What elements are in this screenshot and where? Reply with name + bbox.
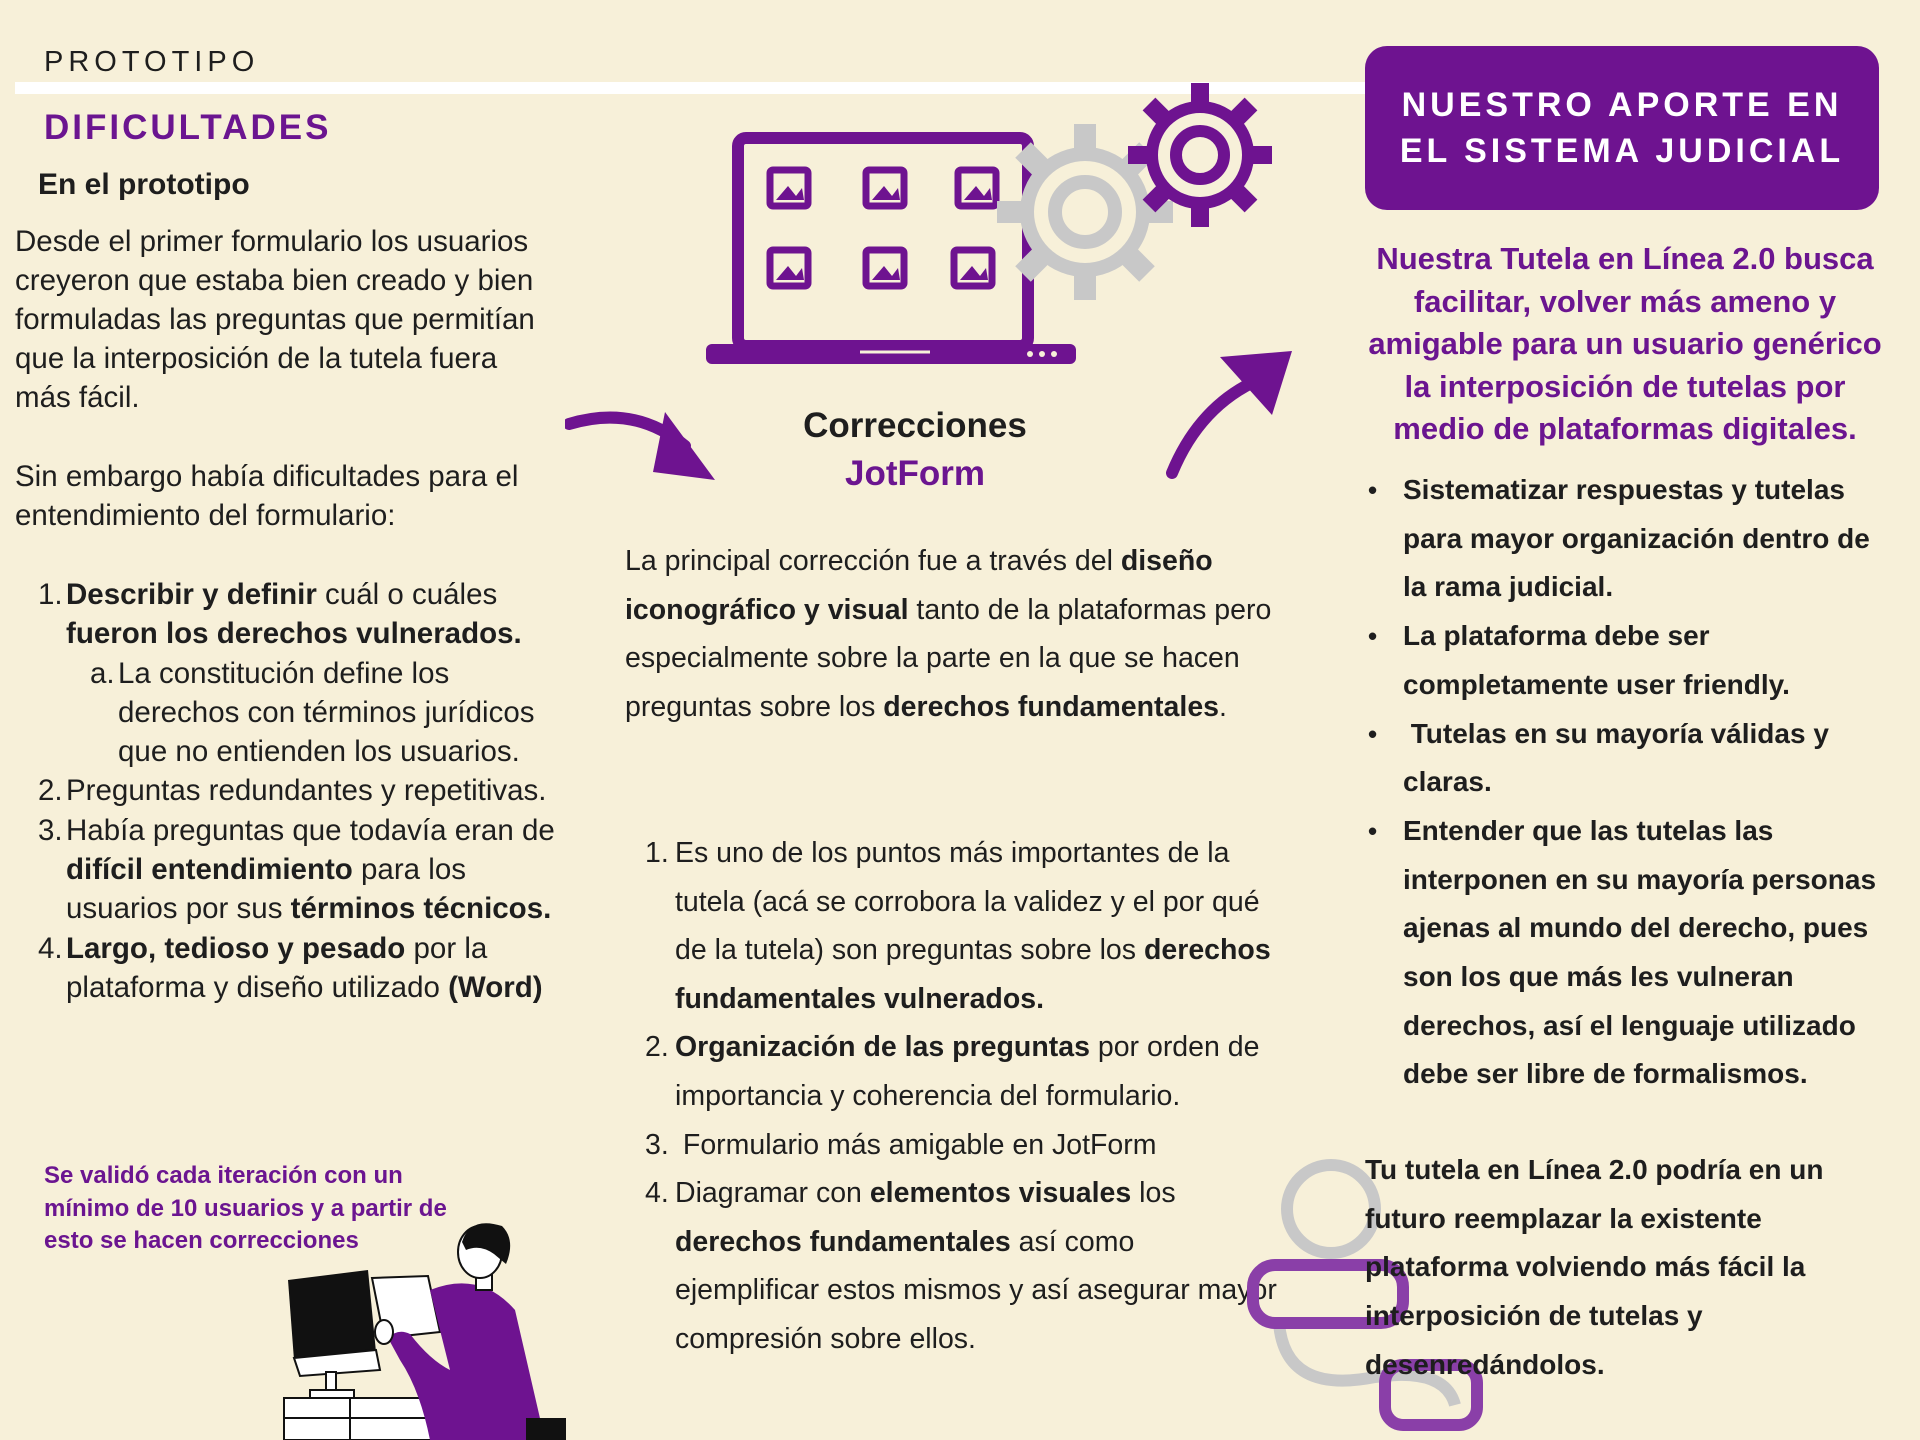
corrections-list [645, 829, 1285, 1364]
list-item: • Entender que las tutelas las interponen en su mayoría personas ajenas al mundo del derecho, pues son los que más les vulneran derechos, así el lenguaje utilizado debe ser libre de formalismos. [1368, 814, 1877, 1090]
validation-note: Se validó cada iteración con un mínimo de 10 usuarios y a partir de esto se hacen correcciones [44, 1162, 447, 1254]
contribution-banner [1365, 46, 1879, 210]
corrections-title-line1: Correcciones [803, 406, 1027, 445]
corrections-body: La principal corrección fue a través del diseño iconográfico y visual tanto de la plataformas pero especialmente sobre la parte en la que se hacen preguntas sobre los derechos fundamentales. [625, 545, 1272, 723]
list-sub-item: a. La constitución define los derechos con términos jurídicos que no entienden los usuarios. [90, 656, 535, 769]
header-label: PROTOTIPO [44, 46, 260, 78]
intro-paragraph-2: Sin embargo había dificultades para el entendimiento del formulario: [15, 460, 519, 532]
list-item: 4. Largo, tedioso y pesado por la plataforma y diseño utilizado (Word) [38, 931, 543, 1004]
corrections-title [760, 402, 1070, 498]
tutela-lead: Nuestra Tutela en Línea 2.0 busca facilitar, volver más ameno y amigable para un usuario genérico la interposición de tutelas por medio de plataformas digitales. [1368, 241, 1882, 446]
contribution-bullets [1368, 466, 1878, 1099]
list-item: 3. Había preguntas que todavía eran de difícil entendimiento para los usuarios por sus términos técnicos. [38, 813, 555, 926]
list-item: 4. Diagramar con elementos visuales los derechos fundamentales así como ejemplificar estos mismos y así asegurar mayor compresión sobre ellos. [645, 1177, 1277, 1355]
sub-title: En el prototipo [38, 168, 250, 201]
list-item: 2. Organización de las preguntas por orden de importancia y coherencia del formulario. [645, 1031, 1260, 1112]
intro-text [15, 222, 555, 575]
arrow-up-icon [1160, 345, 1300, 480]
list-item: 1. Describir y definir cuál o cuáles fueron los derechos vulnerados. [38, 578, 522, 651]
arrow-right-icon [565, 400, 735, 490]
difficulties-list [38, 575, 558, 1007]
list-item: 1. Es uno de los puntos más importantes de la tutela (acá se corrobora la validez y el por qué de la tutela) son preguntas sobre los derechos fundamentales vulnerados. [645, 837, 1271, 1015]
gear-icon [1115, 70, 1285, 240]
section-title: DIFICULTADES [44, 108, 332, 147]
list-item: 3. Formulario más amigable en JotForm [645, 1128, 1157, 1161]
list-item: • La plataforma debe ser completamente user friendly. [1368, 620, 1790, 700]
closing-statement: Tu tutela en Línea 2.0 podría en un futuro reemplazar la existente plataforma volviendo más fácil la interposición de tutelas y desenredándolos. [1365, 1154, 1824, 1380]
corrections-title-line2: JotForm [845, 454, 985, 493]
contribution-banner-title: NUESTRO APORTE EN EL SISTEMA JUDICIAL [1399, 86, 1845, 170]
list-item: • Tutelas en su mayoría válidas y claras. [1368, 717, 1837, 798]
list-item: • Sistematizar respuestas y tutelas para mayor organización dentro de la rama judicial. [1368, 474, 1870, 603]
list-item: 2. Preguntas redundantes y repetitivas. [38, 774, 547, 808]
intro-paragraph-1: Desde el primer formulario los usuarios creyeron que estaba bien creado y bien formuladas las preguntas que permitían que la interposición de la tutela fuera más fácil. [15, 225, 535, 414]
person-computer-illustration [280, 1220, 610, 1440]
